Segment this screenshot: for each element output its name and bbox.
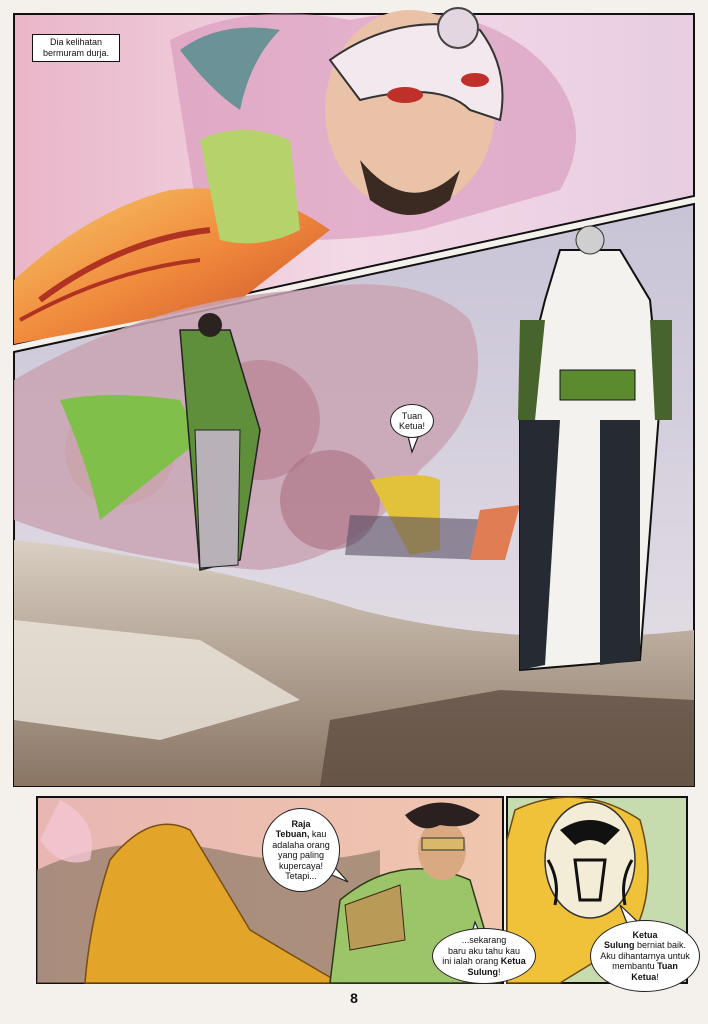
bubble-line: Aku dihantarnya untuk <box>600 950 690 961</box>
bubble-bold: Ketua <box>631 971 657 982</box>
bubble-text: ini ialah orang <box>442 956 501 966</box>
speech-bubble-ketua-sulung <box>590 920 700 992</box>
speech-bubble-sekarang <box>432 928 536 984</box>
bubble-bold: Ketua <box>500 956 526 966</box>
bubble-bold: Tuan <box>657 961 678 972</box>
speech-bubble-tuan-ketua <box>390 404 434 438</box>
bubble-bold: Sulung <box>467 966 498 977</box>
bubble-bold: Tebuan, <box>275 829 310 839</box>
bubble-line: ...sekarang <box>461 935 507 945</box>
bubble-bold: Raja <box>291 818 311 829</box>
bubble-line: yang paling <box>277 850 325 860</box>
bubble-line: Tuan <box>401 410 423 421</box>
bubble-text: ! <box>656 971 659 982</box>
bubble-bold: Ketua <box>632 929 658 940</box>
bubble-line: Ketua! <box>398 421 426 431</box>
bubble-line: baru aku tahu kau <box>447 945 521 956</box>
bubble-text: membantu <box>612 961 658 972</box>
page-number: 8 <box>350 990 358 1006</box>
bubble-text: kau <box>309 829 327 839</box>
speech-bubble-raja-tebuan <box>262 808 340 892</box>
narration-caption <box>32 34 120 62</box>
bubble-line: kupercaya! <box>278 860 324 871</box>
bubble-line: adalaha orang <box>272 839 330 850</box>
bubble-line: Tetapi... <box>285 871 317 881</box>
bubble-text: ! <box>497 966 501 977</box>
caption-line: bermuram durja. <box>42 48 110 58</box>
bubble-bold: Sulung <box>603 940 635 951</box>
bubble-text: berniat baik. <box>634 940 687 951</box>
caption-line: Dia kelihatan <box>49 37 103 47</box>
